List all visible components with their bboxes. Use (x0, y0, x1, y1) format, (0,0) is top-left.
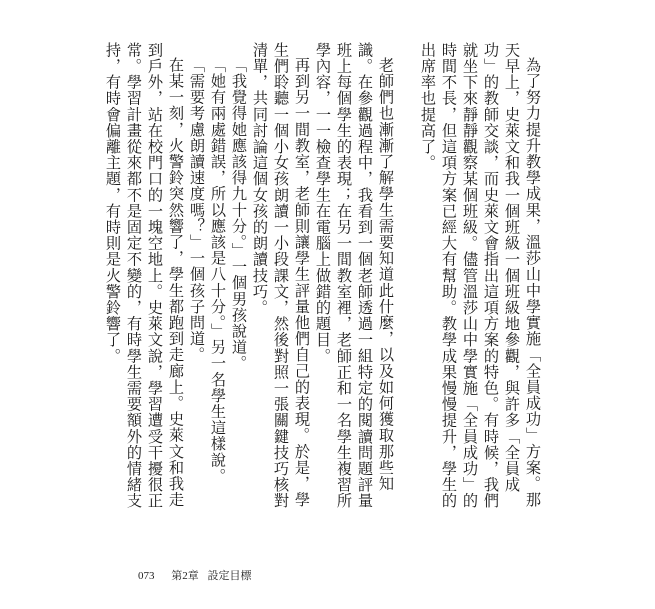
paragraph-2: 老師們也漸漸了解學生需要知道此什麼，以及如何獲取那些知識。在參觀過程中，我看到一個老師透過一組特定的閱讀問題評量班上每個學生的表現；在另一間教室裡，老師正和一名學生複習所學內容，一一檢查學生在電腦上做錯的題目。 (314, 42, 395, 509)
body-text (102, 42, 543, 516)
paragraph-5: 「她有兩處錯誤，所以應該是八十分。」另一名學生這樣說。 (209, 57, 227, 485)
paragraph-1: 為了努力提升教學成果，溫莎山中學實施「全員成功」方案。那天早上，史萊文和我一個班級一個班級地參觀，與許多「全員成功」的教師交談，而史萊文會指出這項方案的特色。有時候，我們就坐下來靜靜觀察某個班級。儘管溫莎山中學實施「全員成功」的時間不長，但這項方案已經大有幫助。教學成果慢慢提升，學生的出席率也提高了。 (419, 42, 542, 509)
paragraph-4: 「我覺得她應該得九十分。」一個男孩說道。 (230, 57, 248, 372)
paragraph-3: 再到另一間教室，老師則讓學生評量他們自己的表現。於是，學生們聆聽一個小女孩朗讀一小段課文，然後對照一張關鍵技巧核對清單，共同討論這個女孩的朗讀技巧。 (251, 42, 311, 509)
page-number: 073 (138, 570, 155, 582)
chapter-label: 第2章 (171, 570, 199, 582)
chapter-title: 設定目標 (207, 570, 252, 582)
paragraph-7: 在某一刻，火警鈴突然響了，學生都跑到走廊上。史萊文和我走到戶外，站在校門口的一塊空地上。史萊文說，學習遭受干擾很正常。學習計畫從來都不是固定不變的，有時學生需要額外的情緒支持，有時會偏離主題，有時則是火警鈴響了。 (104, 42, 185, 509)
paragraph-6: 「需要考慮朗讀速度嗎？」一個孩子問道。 (188, 57, 206, 364)
page-footer (138, 567, 266, 583)
